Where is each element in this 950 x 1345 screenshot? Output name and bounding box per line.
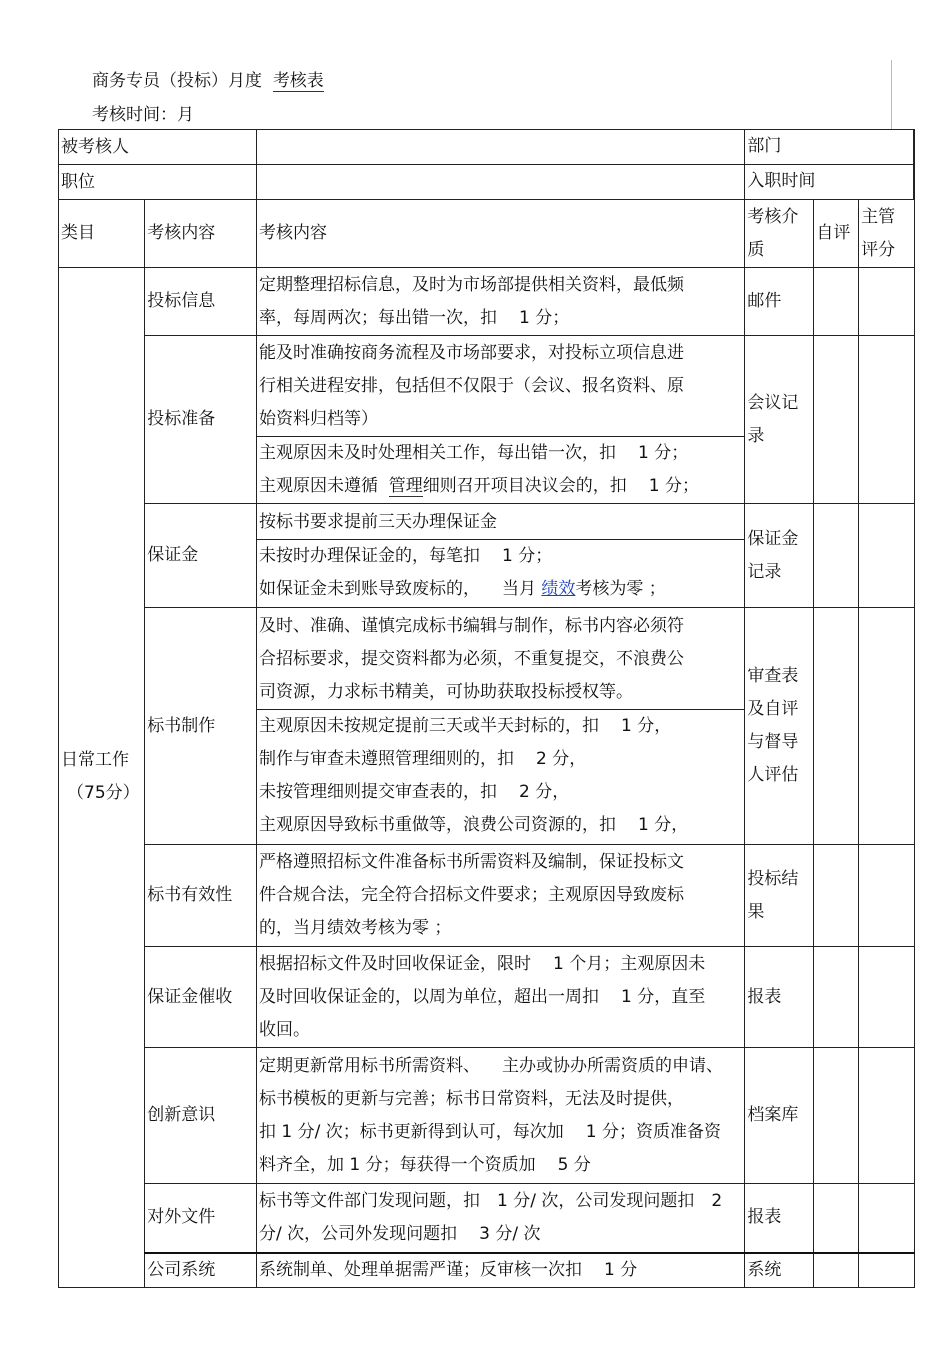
content-line xyxy=(259,948,742,981)
content-text: 1 分，直至 xyxy=(620,986,706,1007)
content-line: 行相关进程安排，包括但不仅限于（会议、报名资料、原 xyxy=(258,375,684,396)
content-line: 始资料归档等） xyxy=(258,408,378,429)
manager-score-cell[interactable] xyxy=(859,336,915,504)
assessment-time: 考核时间：月 xyxy=(92,105,194,125)
medium-cell xyxy=(745,504,814,608)
manager-score-cell[interactable] xyxy=(859,504,915,608)
content-text: 当月 xyxy=(501,578,536,599)
medium-cell: 报表 xyxy=(745,1184,814,1253)
content-line xyxy=(259,1116,742,1149)
header-medium xyxy=(745,200,814,268)
content-line: 标书模板的更新与完善；标书日常资料，无法及时提供， xyxy=(258,1088,684,1109)
content-text: 2 分， xyxy=(518,782,570,802)
assessment-table xyxy=(58,129,915,1288)
content-line xyxy=(259,776,742,809)
content-text: 5 分 xyxy=(557,1154,591,1175)
header-manager-line2: 评分 xyxy=(861,239,896,260)
content-text: 主办或协办所需资质的申请、 xyxy=(501,1055,723,1076)
content-cell xyxy=(256,1048,744,1184)
content-line: 按标书要求提前三天办理保证金 xyxy=(258,511,497,532)
header-medium-line1: 考核介 xyxy=(747,206,799,227)
table-row xyxy=(59,504,915,608)
manager-score-cell[interactable] xyxy=(859,947,915,1048)
content-line: 及时、准确、谨慎完成标书编辑与制作，标书内容必须符 xyxy=(258,616,684,636)
document-header xyxy=(92,64,324,132)
item-label: 标书有效性 xyxy=(145,845,257,947)
manager-score-cell[interactable] xyxy=(859,1253,915,1288)
content-text: 根据招标文件及时回收保证金，限时 xyxy=(258,953,531,974)
medium-cell: 系统 xyxy=(745,1253,814,1288)
content-text: 主观原因未按规定提前三天或半天封标的，扣 xyxy=(258,716,599,736)
item-label: 标书制作 xyxy=(145,608,257,845)
header-manager-line1: 主管 xyxy=(861,206,896,227)
content-text: 率，每周两次；每出错一次，扣 xyxy=(258,307,497,328)
medium-line: 果 xyxy=(747,901,765,922)
item-label: 公司系统 xyxy=(145,1253,257,1288)
medium-cell xyxy=(745,608,814,845)
medium-cell xyxy=(745,845,814,947)
content-line xyxy=(259,1254,742,1287)
content-cell xyxy=(256,608,744,845)
medium-line: 与督导 xyxy=(747,732,799,752)
content-line: 司资源，力求标书精美，可协助获取投标授权等。 xyxy=(258,682,633,702)
content-line xyxy=(259,710,742,743)
hire-cell xyxy=(745,165,915,200)
medium-line: 投标结 xyxy=(747,868,799,889)
info-row-2 xyxy=(59,165,915,200)
header-manager xyxy=(859,200,915,268)
content-text: 1 分； xyxy=(648,475,700,496)
content-text: 3 分/ 次 xyxy=(479,1223,541,1244)
item-label: 创新意识 xyxy=(145,1048,257,1184)
content-text: 分/ 次，公司外发现问题扣 xyxy=(258,1223,458,1244)
content-text: 细则召开项目决议会的，扣 xyxy=(422,475,627,496)
item-label: 保证金 xyxy=(145,504,257,608)
content-line xyxy=(259,302,742,335)
content-line xyxy=(259,573,742,606)
title-underlined: 考核表 xyxy=(272,71,324,91)
content-text: 扣 1 分/ 次；标书更新得到认可，每次加 xyxy=(258,1121,564,1142)
hire-label: 入职时间 xyxy=(745,165,914,199)
content-cell xyxy=(256,845,744,947)
self-score-cell[interactable] xyxy=(814,947,859,1048)
person-label: 被考核人 xyxy=(59,130,257,165)
content-text: 1 个月；主观原因未 xyxy=(552,953,706,974)
medium-cell xyxy=(745,336,814,504)
content-text: 如保证金未到账导致废标的， xyxy=(258,578,480,599)
content-line: 标书等文件部门发现问题，扣 1 分/ 次，公司发现问题扣 2 xyxy=(258,1190,723,1211)
dept-label: 部门 xyxy=(745,130,914,164)
header-content: 考核内容 xyxy=(256,200,744,268)
table-row xyxy=(59,1048,915,1184)
content-text: 考核为零 ； xyxy=(575,578,666,599)
content-line xyxy=(259,981,742,1014)
person-value[interactable] xyxy=(256,130,744,165)
content-text: 定期更新常用标书所需资料、 xyxy=(258,1055,480,1076)
content-cell xyxy=(256,947,744,1048)
self-score-cell[interactable] xyxy=(814,1048,859,1184)
content-text: 1 分； xyxy=(637,442,689,463)
content-line xyxy=(259,809,742,842)
medium-cell: 报表 xyxy=(745,947,814,1048)
medium-line: 人评估 xyxy=(747,765,799,785)
content-text: 1 分； xyxy=(518,307,570,328)
content-line: 能及时准确按商务流程及市场部要求，对投标立项信息进 xyxy=(258,342,684,363)
content-line: 定期整理招标信息，及时为市场部提供相关资料，最低频 xyxy=(258,274,684,295)
header-self: 自评 xyxy=(814,200,859,268)
content-line xyxy=(259,540,742,573)
self-score-cell[interactable] xyxy=(814,504,859,608)
title-text: 商务专员（投标）月度 xyxy=(92,71,262,91)
page-rule xyxy=(891,60,892,130)
medium-line: 及自评 xyxy=(747,699,799,719)
item-label: 保证金催收 xyxy=(145,947,257,1048)
item-label: 对外文件 xyxy=(145,1184,257,1253)
item-label: 投标信息 xyxy=(145,268,257,336)
content-cell xyxy=(256,1253,744,1288)
manager-score-cell[interactable] xyxy=(859,268,915,336)
content-text: 系统制单、处理单据需严谨；反审核一次扣 xyxy=(258,1259,582,1280)
deduction-block xyxy=(257,539,744,606)
content-text: 1 分；资质准备资 xyxy=(585,1121,721,1142)
content-text: 及时回收保证金的，以周为单位，超出一周扣 xyxy=(258,986,599,1007)
item-label: 投标准备 xyxy=(145,336,257,504)
self-score-cell[interactable] xyxy=(814,1184,859,1253)
table-row xyxy=(59,1184,915,1253)
category-cell xyxy=(59,268,145,1288)
table-row xyxy=(59,608,915,845)
header-item: 考核内容 xyxy=(145,200,257,268)
medium-line: 录 xyxy=(747,425,765,446)
content-cell xyxy=(256,268,744,336)
header-row xyxy=(59,200,915,268)
medium-cell: 档案库 xyxy=(745,1048,814,1184)
content-text: 制作与审查未遵照管理细则的，扣 xyxy=(258,749,514,769)
table-row xyxy=(59,947,915,1048)
content-line xyxy=(259,1050,742,1083)
self-score-cell[interactable] xyxy=(814,1253,859,1288)
content-line: 合招标要求，提交资料都为必须，不重复提交，不浪费公 xyxy=(258,649,684,669)
self-score-cell[interactable] xyxy=(814,336,859,504)
content-line: 收回。 xyxy=(258,1019,310,1040)
content-cell xyxy=(256,336,744,504)
content-cell xyxy=(256,1184,744,1253)
manager-score-cell[interactable] xyxy=(859,1048,915,1184)
medium-line: 会议记 xyxy=(747,392,799,413)
document-title xyxy=(92,64,324,98)
content-line xyxy=(259,470,742,503)
table-row xyxy=(59,336,915,504)
content-text: 未按时办理保证金的，每笔扣 xyxy=(258,545,480,566)
medium-line: 保证金 xyxy=(747,528,799,549)
medium-line: 记录 xyxy=(747,561,782,582)
info-row-1 xyxy=(59,130,915,165)
content-text: 料齐全，加 1 分；每获得一个资质加 xyxy=(258,1154,536,1175)
content-text: 主观原因导致标书重做等，浪费公司资源的，扣 xyxy=(258,815,616,835)
deduction-block xyxy=(257,436,744,503)
manager-score-cell[interactable] xyxy=(859,1184,915,1253)
manager-score-cell[interactable] xyxy=(859,845,915,947)
content-text: 主观原因未遵循 xyxy=(258,475,378,496)
content-line xyxy=(259,1149,742,1182)
deduction-block xyxy=(257,709,744,842)
content-text: 1 分； xyxy=(501,545,553,566)
content-text: 2 分， xyxy=(535,749,587,769)
content-line xyxy=(259,437,742,470)
position-value[interactable] xyxy=(256,165,744,200)
content-line xyxy=(259,743,742,776)
content-cell xyxy=(256,504,744,608)
table-row xyxy=(59,1253,915,1288)
self-score-cell[interactable] xyxy=(814,268,859,336)
table-row xyxy=(59,268,915,336)
content-text: 主观原因未及时处理相关工作，每出错一次，扣 xyxy=(258,442,616,463)
content-line: 的，当月绩效考核为零 ； xyxy=(258,918,452,938)
performance-link[interactable]: 绩效 xyxy=(541,578,576,599)
medium-cell: 邮件 xyxy=(745,268,814,336)
content-line: 严格遵照招标文件准备标书所需资料及编制，保证投标文 xyxy=(258,852,684,872)
header-category: 类目 xyxy=(59,200,145,268)
content-text: 未按管理细则提交审查表的，扣 xyxy=(258,782,497,802)
content-text: 1 分， xyxy=(620,716,672,736)
category-name: 日常工作 xyxy=(61,750,129,771)
content-text: 管理 xyxy=(388,475,423,496)
table-row xyxy=(59,845,915,947)
medium-line: 审查表 xyxy=(747,666,799,686)
self-score-cell[interactable] xyxy=(814,608,859,845)
self-score-cell[interactable] xyxy=(814,845,859,947)
content-line xyxy=(259,1218,742,1251)
content-text: 1 分 xyxy=(603,1259,638,1280)
position-label: 职位 xyxy=(59,165,257,200)
content-text: 1 分， xyxy=(637,815,689,835)
header-medium-line2: 质 xyxy=(747,239,765,260)
dept-cell xyxy=(745,130,915,165)
content-line: 件合规合法，完全符合招标文件要求；主观原因导致废标 xyxy=(258,885,684,905)
manager-score-cell[interactable] xyxy=(859,608,915,845)
category-score: （75分） xyxy=(67,783,140,804)
